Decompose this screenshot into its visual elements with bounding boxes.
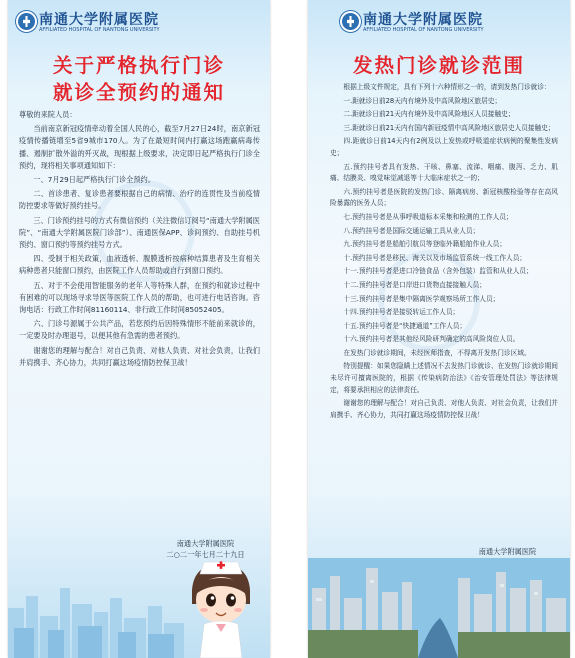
paragraph: 三、门诊预约挂号的方式有微信预约（关注微信订阅号“南通大学附属医院”、“南通大学附属医院门诊部”）、南通医保APP、诊间预约、自助挂号机预约、窗口预约等预约挂号方式。 bbox=[19, 215, 260, 250]
paragraph: 六.预约挂号者是医院的发热门诊、隔离病房、新冠核酸检验等存在高风险暴露的医务人员； bbox=[330, 187, 558, 208]
paragraph: 四.距就诊日前14天内有2例及以上发热或呼吸道症状病例的聚集性发病史； bbox=[330, 137, 558, 157]
paragraph: 五、对于不会使用智能服务的老年人等特殊人群，在预约和就诊过程中有困难的可以现场寻求导医等医院工作人员的帮助，也可进行电话咨询。咨询电话：行政工作时间81160114、非行政工作时间85052405。 bbox=[19, 280, 260, 315]
notice-title-line1: 关于严格执行门诊 bbox=[52, 54, 225, 77]
notice-date: 二○二一年七月二十九日 bbox=[166, 550, 245, 559]
hospital-name: 南通大学附属医院 bbox=[363, 12, 483, 28]
paragraph: 十三.预约挂号者是集中隔离医学观察场所工作人员； bbox=[343, 294, 500, 303]
paragraph: 谢谢您的理解与配合！对自己负责、对他人负责、对社会负责，让我们并肩携手、齐心协力，共同打赢这场疫情防控保卫战！ bbox=[330, 399, 558, 419]
nurse-cartoon-illustration bbox=[186, 560, 256, 658]
paragraph: 六、门诊号源属于公共产品，若您预约后因特殊情形不能前来就诊的，一定要及时办理退号，以便其他有急需的患者预约。 bbox=[19, 319, 260, 341]
hospital-emblem-icon bbox=[340, 11, 361, 32]
city-aerial-photo bbox=[308, 558, 570, 658]
paragraph: 九.预约挂号者是船舶引航员等登临外籍船舶作业人员； bbox=[343, 240, 507, 249]
hospital-emblem-icon bbox=[16, 11, 37, 32]
hospital-logo bbox=[8, 8, 270, 38]
paragraph: 十.预约挂号者是移民、海关以及市场监管系统一线工作人员； bbox=[343, 253, 527, 262]
paragraph: 七.预约挂号者是从事呼吸道标本采集和检测的工作人员； bbox=[343, 212, 513, 221]
fever-clinic-signature: 南通大学附属医院 bbox=[478, 547, 537, 556]
paragraph: 八.预约挂号者是国际交通运输工具从业人员； bbox=[343, 226, 480, 235]
paragraph: 十四.预约挂号者是接驳转运工作人员； bbox=[343, 308, 460, 317]
paragraph: 二.距就诊日前21天内有境外及中高风险地区人员接触史； bbox=[343, 110, 515, 119]
paragraph: 在发热门诊就诊期间，未经医师指查，不得离开发热门诊区域。 bbox=[343, 348, 531, 357]
notice-body bbox=[19, 109, 260, 371]
notice-title-line2: 就诊全预约的通知 bbox=[52, 81, 225, 104]
hospital-name-en: AFFILIATED HOSPITAL OF NANTONG UNIVERSITY bbox=[363, 27, 484, 33]
notice-signature-block bbox=[148, 538, 263, 560]
paragraph: 一、7月29日起严格执行门诊全预约。 bbox=[33, 175, 155, 185]
paragraph: 十五.预约挂号者是“快捷通道”工作人员； bbox=[343, 321, 467, 330]
paragraph: 十一.预约挂号者是进口冷链食品（含外包装）监管和从业人员； bbox=[343, 267, 533, 276]
paragraph: 一.距就诊日前28天内有境外及中高风险地区旅居史； bbox=[343, 96, 502, 105]
right-poster bbox=[308, 0, 570, 658]
fever-clinic-body bbox=[330, 82, 558, 423]
hospital-name-en: AFFILIATED HOSPITAL OF NANTONG UNIVERSITY bbox=[39, 27, 160, 33]
paragraph: 谢谢您的理解与配合！对自己负责、对他人负责、对社会负责，让我们并肩携手、齐心协力，共同打赢这场疫情防控保卫战！ bbox=[19, 345, 260, 367]
fever-clinic-title: 发热门诊就诊范围 bbox=[352, 54, 525, 77]
paragraph: 根据上级文件规定，具有下列十六种情形之一的，请到发热门诊就诊： bbox=[343, 83, 551, 91]
paragraph: 特别提醒：如果您隐瞒上述情况不去发热门诊就诊、在发热门诊就诊期间未尽许可擅离医院的，根据《传染病防治法》《治安管理处罚法》等法律规定，将要承担相应的法律责任。 bbox=[330, 362, 558, 394]
paragraph: 十二.预约挂号者是口岸进口货物直接接触人员； bbox=[343, 280, 486, 289]
left-poster bbox=[8, 0, 270, 658]
paragraph: 四、受制于相关政策，血液透析、腹膜透析按病种结算患者及生育相关病种患者只能窗口预约，由医院工作人员帮助或自行到窗口预约。 bbox=[19, 254, 260, 276]
hospital-name: 南通大学附属医院 bbox=[39, 12, 159, 28]
paragraph: 十六.预约挂号者是其他经风险研判确定的高风险岗位人员。 bbox=[343, 335, 520, 344]
hospital-logo bbox=[308, 8, 570, 38]
paragraph: 尊敬的来院人员： bbox=[19, 110, 77, 119]
paragraph: 五.预约挂号者具有发热、干咳、鼻塞、流涕、咽痛、腹泻、乏力、肌痛、结膜炎、嗅觉味觉减退等十大临床症状之一的； bbox=[330, 162, 558, 183]
paragraph: 二、首诊患者、复诊患者要根据自己的病情、治疗的连贯性及当前疫情防控要求等做好预约挂号。 bbox=[19, 189, 260, 211]
notice-signature: 南通大学附属医院 bbox=[176, 539, 235, 548]
paragraph: 当前南京新冠疫情牵动着全国人民的心，截至7月27日24时，南京新冠疫情传播链增至5省9城市170人。为了在最短时间内打赢这场跑赢病毒传播、遏制扩散外溢的歼灭战，现根据上级要求，决定即日起严格执行门诊全预约，现将相关事项通知如下： bbox=[19, 124, 260, 170]
paragraph: 三.距就诊日前21天内有国内新冠疫情中高风险地区旅居史人员接触史； bbox=[343, 123, 555, 132]
